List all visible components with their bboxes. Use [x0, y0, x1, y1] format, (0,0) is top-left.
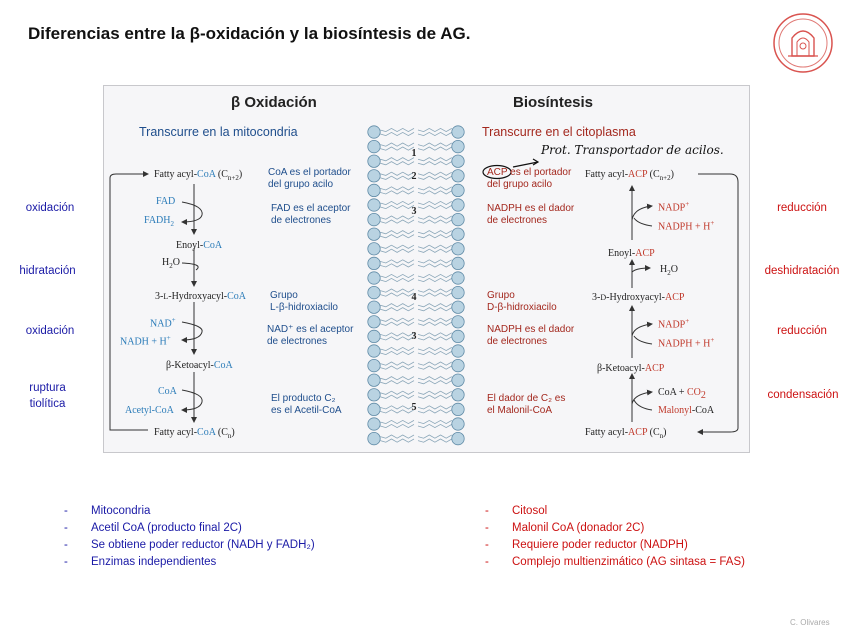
- lipid-head: [452, 155, 464, 167]
- lipid-tail: [418, 158, 452, 161]
- lipid-tail: [380, 278, 414, 281]
- lipid-tail: [418, 216, 452, 219]
- lipid-tail: [380, 249, 414, 252]
- side-label-left-thiolysis: ruptura tiolítica: [29, 382, 66, 410]
- lipid-tail: [418, 351, 452, 354]
- lipid-tail: [418, 289, 452, 292]
- lipid-tail: [418, 274, 452, 277]
- left-desc-group: Grupo L-β-hidroxiacilo: [270, 290, 338, 313]
- lipid-head: [452, 257, 464, 269]
- lipid-head: [368, 374, 380, 386]
- lipid-tail: [380, 439, 414, 442]
- lipid-tail: [418, 322, 452, 325]
- lipid-tail: [380, 128, 414, 131]
- lipid-tail: [380, 351, 414, 354]
- lipid-tail: [418, 337, 452, 340]
- footer-credit: C. Olivares: [790, 618, 830, 627]
- right-desc-donor: El dador de C₂ es el Malonil-CoA: [487, 393, 566, 416]
- lipid-head: [452, 418, 464, 430]
- lipid-tail: [418, 318, 452, 321]
- lipid-head: [452, 199, 464, 211]
- right-desc-carrier: ACP es el portador del grupo acilo: [487, 167, 572, 190]
- lipid-head: [368, 126, 380, 138]
- lipid-head: [452, 374, 464, 386]
- lipid-tail: [380, 260, 414, 263]
- lipid-head: [452, 301, 464, 313]
- lipid-tail: [418, 249, 452, 252]
- lipid-head: [452, 432, 464, 444]
- lipid-tail: [380, 162, 414, 165]
- lipid-tail: [380, 191, 414, 194]
- lipid-tail: [418, 231, 452, 234]
- lipid-head: [368, 199, 380, 211]
- lipid-tail: [418, 143, 452, 146]
- lipid-tail: [380, 322, 414, 325]
- left-nadh: NADH + H+: [120, 334, 171, 348]
- lipid-tail: [380, 347, 414, 350]
- lipid-tail: [418, 406, 452, 409]
- lipid-head: [452, 359, 464, 371]
- lipid-head: [452, 228, 464, 240]
- list-item: - Enzimas independientes: [64, 556, 217, 568]
- lipid-head: [368, 286, 380, 298]
- lipid-tail: [418, 278, 452, 281]
- lipid-tail: [380, 308, 414, 311]
- lipid-tail: [380, 304, 414, 307]
- lipid-tail: [380, 264, 414, 267]
- lipid-tail: [418, 245, 452, 248]
- lipid-head: [452, 184, 464, 196]
- right-desc-nadph-2: NADPH es el dador de electrones: [487, 324, 575, 347]
- lipid-head: [452, 403, 464, 415]
- lipid-tail: [418, 172, 452, 175]
- lipid-tail: [380, 274, 414, 277]
- slide-title: Diferencias entre la β-oxidación y la biosíntesis de AG.: [28, 24, 471, 43]
- step-number: 5: [411, 402, 417, 413]
- left-location: Transcurre en la mitocondria: [139, 125, 298, 139]
- left-fatty-acyl-top: Fatty acyl-CoA $(C_{n+2})$: [154, 169, 243, 182]
- lipid-tail: [380, 395, 414, 398]
- lipid-head: [452, 272, 464, 284]
- lipid-head: [368, 403, 380, 415]
- side-label-right-reduction: reducción: [777, 202, 827, 214]
- lipid-head: [368, 359, 380, 371]
- lipid-head: [368, 155, 380, 167]
- right-location: Transcurre en el citoplasma: [482, 125, 636, 139]
- side-label-right-condensation: condensación: [767, 389, 839, 401]
- lipid-tail: [418, 191, 452, 194]
- lipid-tail: [418, 220, 452, 223]
- left-coa: CoA: [158, 386, 177, 397]
- right-coa-co2: CoA + $CO_2$: [658, 387, 706, 401]
- lipid-tail: [380, 235, 414, 238]
- beta-oxidation-header: β Oxidación: [231, 94, 317, 111]
- lipid-tail: [418, 264, 452, 267]
- lipid-head: [368, 316, 380, 328]
- lipid-tail: [418, 293, 452, 296]
- right-nadph-1: NADPH + H+: [658, 219, 715, 233]
- lipid-tail: [418, 162, 452, 165]
- step-number: 1: [411, 148, 417, 159]
- lipid-tail: [418, 308, 452, 311]
- bullets-right: [485, 503, 745, 571]
- list-item: - Complejo multienzimático (AG sintasa = FAS): [485, 556, 745, 568]
- right-malonyl-coa: Malonyl-CoA: [658, 405, 715, 416]
- biosynthesis-header: Biosíntesis: [513, 94, 594, 111]
- step-number: 4: [411, 292, 417, 303]
- right-ketoacyl: β-Ketoacyl-ACP: [597, 363, 665, 374]
- lipid-tail: [380, 201, 414, 204]
- lipid-tail: [418, 260, 452, 263]
- side-label-left-oxidation-2: oxidación: [25, 325, 75, 337]
- left-desc-product: El producto C₂ es el Acetil-CoA: [271, 393, 342, 416]
- lipid-tail: [380, 424, 414, 427]
- lipid-head: [368, 140, 380, 152]
- bullets-left: [64, 503, 315, 571]
- left-fadh2: $FADH_2$: [144, 215, 174, 228]
- lipid-tail: [418, 381, 452, 384]
- handwritten-note: Prot. Transportador de acilos.: [541, 143, 724, 157]
- left-desc-fad: FAD es el aceptor de electrones: [271, 203, 351, 226]
- lipid-tail: [418, 391, 452, 394]
- lipid-tail: [418, 395, 452, 398]
- left-enoyl: Enoyl-CoA: [176, 240, 223, 251]
- lipid-tail: [380, 381, 414, 384]
- lipid-head: [452, 345, 464, 357]
- lipid-head: [368, 170, 380, 182]
- lipid-tail: [418, 132, 452, 135]
- right-desc-group: Grupo D-β-hidroxiacilo: [487, 290, 557, 313]
- left-desc-carrier: CoA es el portador del grupo acilo: [268, 167, 351, 190]
- step-number: 3: [411, 206, 417, 217]
- lipid-tail: [418, 147, 452, 150]
- lipid-tail: [380, 362, 414, 365]
- lipid-head: [368, 432, 380, 444]
- lipid-tail: [380, 366, 414, 369]
- side-label-right-reduction-2: reducción: [777, 325, 827, 337]
- lipid-tail: [418, 410, 452, 413]
- lipid-tail: [380, 435, 414, 438]
- right-nadp-1: NADP+: [658, 200, 690, 214]
- step-number: 2: [411, 171, 417, 182]
- lipid-tail: [418, 187, 452, 190]
- lipid-tail: [418, 362, 452, 365]
- lipid-tail: [418, 366, 452, 369]
- lipid-tail: [380, 187, 414, 190]
- lipid-tail: [380, 318, 414, 321]
- lipid-head: [368, 389, 380, 401]
- list-item: - Citosol: [485, 505, 548, 517]
- lipid-tail: [418, 347, 452, 350]
- lipid-tail: [380, 377, 414, 380]
- left-fad: FAD: [156, 196, 176, 207]
- lipid-head: [368, 345, 380, 357]
- lipid-head: [452, 330, 464, 342]
- list-item: - Requiere poder reductor (NADPH): [485, 539, 688, 551]
- right-fatty-acyl-top: Fatty acyl-ACP $(C_{n+2})$: [585, 169, 674, 182]
- university-seal-icon: [772, 12, 834, 74]
- lipid-head: [452, 170, 464, 182]
- lipid-head: [452, 286, 464, 298]
- list-item: - Se obtiene poder reductor (NADH y FADH₂): [64, 539, 315, 551]
- right-desc-nadph: NADPH es el dador de electrones: [487, 203, 575, 226]
- list-item: - Malonil CoA (donador 2C): [485, 522, 645, 534]
- lipid-head: [368, 301, 380, 313]
- lipid-tail: [380, 231, 414, 234]
- lipid-head: [368, 272, 380, 284]
- right-fatty-acyl-bottom: Fatty acyl-ACP $(C_n)$: [585, 427, 667, 440]
- lipid-head: [368, 330, 380, 342]
- lipid-head: [452, 140, 464, 152]
- lipid-tail: [418, 333, 452, 336]
- lipid-tail: [380, 220, 414, 223]
- lipid-head: [452, 316, 464, 328]
- lipid-head: [368, 213, 380, 225]
- left-fatty-acyl-bottom: Fatty acyl-CoA $(C_n)$: [154, 427, 235, 440]
- lipid-tail: [380, 245, 414, 248]
- lipid-tail: [418, 201, 452, 204]
- left-ketoacyl: β-Ketoacyl-CoA: [166, 360, 233, 371]
- left-desc-nad: NAD⁺ es el aceptor de electrones: [267, 324, 354, 347]
- lipid-tail: [418, 235, 452, 238]
- lipid-tail: [418, 205, 452, 208]
- lipid-head: [368, 228, 380, 240]
- lipid-tail: [380, 391, 414, 394]
- lipid-tail: [418, 176, 452, 179]
- lipid-head: [368, 257, 380, 269]
- right-hydroxyacyl: 3-D-Hydroxyacyl-ACP: [592, 292, 685, 303]
- lipid-tail: [418, 304, 452, 307]
- side-label-right-dehydration: deshidratación: [764, 265, 840, 277]
- lipid-head: [452, 243, 464, 255]
- lipid-tail: [418, 424, 452, 427]
- right-h2o: $H_2O$: [660, 264, 678, 277]
- right-nadp-2: NADP+: [658, 317, 690, 331]
- lipid-head: [452, 213, 464, 225]
- lipid-tail: [380, 420, 414, 423]
- lipid-tail: [418, 439, 452, 442]
- lipid-head: [452, 126, 464, 138]
- right-enoyl: Enoyl-ACP: [608, 248, 655, 259]
- left-hydroxyacyl: 3-L-Hydroxyacyl-CoA: [155, 291, 247, 302]
- lipid-head: [452, 389, 464, 401]
- lipid-head: [368, 184, 380, 196]
- left-h2o: $H_2O$: [162, 257, 180, 270]
- lipid-tail: [418, 377, 452, 380]
- lipid-tail: [418, 128, 452, 131]
- right-nadph-2: NADPH + H+: [658, 336, 715, 350]
- step-number: 3: [411, 331, 417, 342]
- lipid-head: [368, 418, 380, 430]
- lipid-tail: [418, 420, 452, 423]
- lipid-tail: [380, 132, 414, 135]
- left-nad: NAD+: [150, 316, 176, 330]
- side-label-left-oxidation: oxidación: [25, 202, 75, 214]
- lipid-tail: [380, 143, 414, 146]
- side-label-left-hydration: hidratación: [19, 265, 76, 277]
- lipid-head: [368, 243, 380, 255]
- lipid-tail: [418, 435, 452, 438]
- list-item: - Mitocondria: [64, 505, 151, 517]
- list-item: - Acetil CoA (producto final 2C): [64, 522, 242, 534]
- left-acetyl-coa: Acetyl-CoA: [125, 405, 174, 416]
